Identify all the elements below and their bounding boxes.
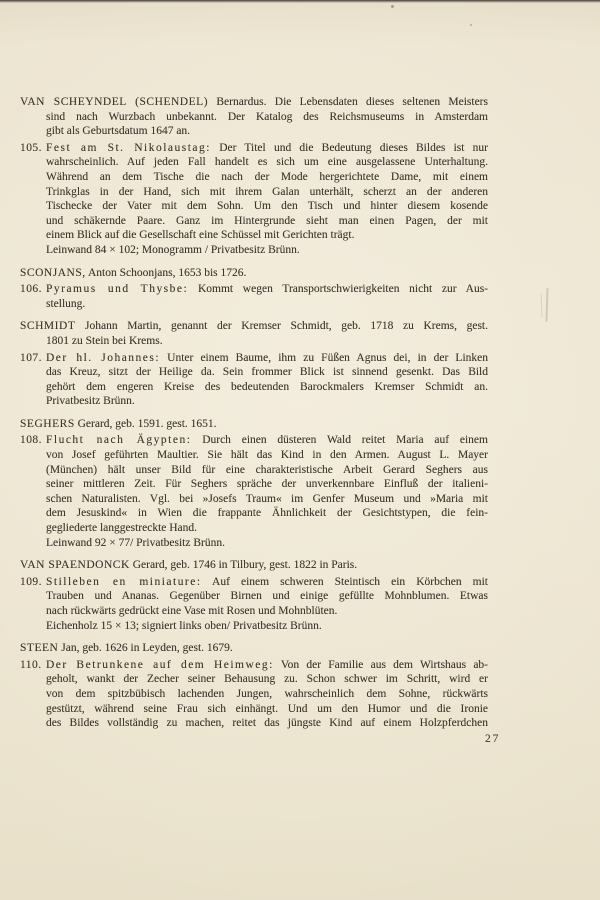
text-line — [20, 641, 488, 656]
text-line — [20, 558, 488, 573]
text-line: gestützt, während seine Frau sich einhängt. Und um den Humor und die Ironie — [46, 702, 488, 715]
item-title: Der hl. Johannes: — [46, 351, 161, 364]
page-number: 27 — [485, 733, 501, 745]
text-line: von Josef geführten Maultier. Sie hält das Kind in den Armen. August L. Mayer — [46, 449, 488, 462]
artist-header-steen — [20, 641, 488, 656]
text-line: und schäkernde Paare. Ganz im Hintergrunde sieht man einen Pagen, der mit — [46, 214, 488, 227]
artist-name: STEEN — [20, 642, 59, 655]
artist-intro: Jan, geb. 1626 in Leyden, gest. 1679. — [61, 642, 233, 655]
catalog-item-108 — [20, 433, 488, 550]
artist-header-scheyndel — [20, 95, 488, 139]
item-title: Flucht nach Ägypten: — [46, 434, 192, 447]
catalog-item-106 — [20, 282, 488, 311]
text-line: Trauben und Ananas. Gegenüber Birnen und einige gefüllte Mohnblumen. Etwas — [46, 590, 488, 603]
text-line — [20, 141, 489, 156]
item-number: 105. — [20, 141, 42, 154]
item-number: 108. — [20, 434, 42, 447]
page-edge-shadow — [0, 0, 600, 3]
artist-name: SCONJANS, — [20, 266, 86, 279]
text-line: Tischecke der Vater mit dem Sohn. Um den Tisch und hinter diesem kosende — [46, 200, 488, 213]
text-line — [20, 575, 488, 590]
text-line: dem Jesuskind« in Wien die frappante Ähnlichkeit der Gesichtstypen, die fein- — [46, 507, 488, 520]
item-title: Fest am St. Nikolaustag: — [46, 141, 211, 154]
item-number: 109. — [20, 575, 42, 588]
text-line: gehört dem engeren Kreise des bedeutenden Barockmalers Kremser Schmidt an. — [46, 380, 488, 393]
text-line — [20, 95, 488, 110]
item-title: Der Betrunkene auf dem Heimweg: — [46, 658, 274, 671]
item-number: 106. — [20, 283, 42, 296]
paper-speck — [391, 5, 394, 8]
text-line: das Kreuz, sitzt der Heilige da. Sein frommer Blick ist sinnend gesenkt. Das Bild — [46, 366, 488, 379]
artist-header-spaendonck — [20, 558, 488, 573]
catalog-item-110 — [20, 658, 488, 731]
text-line: geholt, wankt der Zecher seiner Behausung zu. Schon schwer im Schritt, wird er — [46, 673, 488, 686]
text-line — [20, 351, 488, 366]
text-line: einem Blick auf die Gesellschaft eine Schüssel mit Gerichten trägt. — [46, 229, 355, 242]
text-line: gibt als Geburtsdatum 1647 an. — [46, 125, 191, 138]
item-text: Durch einen düsteren Wald reitet Maria auf einem — [202, 434, 488, 447]
text-line — [20, 282, 489, 297]
item-text: Auf einem schweren Steintisch ein Körbchen mit — [212, 575, 488, 588]
item-title: Stilleben en miniature: — [46, 575, 202, 588]
item-text: Unter einem Baume, ihm zu Füßen Agnus dei, in der Linken — [167, 351, 488, 364]
text-line — [20, 658, 489, 673]
text-line — [20, 266, 488, 281]
artist-name: SEGHERS — [20, 417, 75, 430]
paper-crease — [545, 288, 548, 322]
item-text: Der Titel und die Bedeutung dieses Bildes ist nur — [219, 141, 489, 154]
text-line: schen Naturalisten. Vgl. bei »Josefs Traum« im Genfer Museum und »Maria mit — [46, 492, 488, 505]
text-line — [20, 433, 488, 448]
artist-header-schmidt — [20, 319, 488, 348]
text-line: (München) hält unser Bild für eine charakteristische Arbeit Gerard Seghers aus — [46, 463, 488, 476]
text-line: stellung. — [46, 297, 86, 310]
item-title: Pyramus und Thysbe: — [46, 283, 189, 296]
artist-name: VAN SCHEYNDEL (SCHENDEL) — [20, 96, 209, 108]
text-line: 1801 zu Stein bei Krems. — [46, 334, 163, 347]
text-line: von dem spitzbübisch lachenden Jungen, wahrscheinlich dem Sohne, rückwärts — [46, 687, 488, 700]
item-provenance: Eichenholz 15 × 13; signiert links oben/ Privatbesitz Brünn. — [46, 619, 322, 632]
text-line: des Bildes vollständig zu machen, reitet das jüngste Kind auf einem Holzpferdchen — [46, 717, 488, 730]
artist-header-sconjans — [20, 266, 488, 281]
item-provenance: Leinwand 84 × 102; Monogramm / Privatbesitz Brünn. — [46, 243, 300, 256]
item-number: 110. — [20, 658, 42, 671]
text-line: nach rückwärts gedrückt eine Vase mit Rosen und Mohnblüten. — [46, 605, 338, 617]
text-line: Trinkglas in der Hand, sich mit ihrem Galan unterhält, scherzt an der anderen — [46, 185, 488, 198]
item-text: Von der Familie aus dem Wirtshaus ab- — [280, 658, 489, 671]
item-provenance: Privatbesitz Brünn. — [46, 395, 135, 408]
artist-intro: Anton Schoonjans, 1653 bis 1726. — [87, 266, 247, 279]
text-block — [20, 95, 488, 731]
paper-speck — [470, 24, 472, 26]
artist-name: VAN SPAENDONCK — [20, 559, 130, 572]
item-provenance: Leinwand 92 × 77/ Privatbesitz Brünn. — [46, 536, 225, 549]
artist-name: SCHMIDT — [20, 320, 76, 333]
artist-intro: Bernardus. Die Lebensdaten dieses seltenen Meisters — [216, 96, 488, 108]
item-text: Kommt wegen Transportschwierigkeiten nicht zur Aus- — [197, 283, 489, 296]
paper-crease — [541, 293, 543, 317]
artist-intro: Gerard, geb. 1591. gest. 1651. — [77, 417, 217, 430]
text-line — [20, 417, 488, 432]
text-line: gegliederte langgestreckte Hand. — [46, 522, 198, 535]
artist-intro: Gerard, geb. 1746 in Tilbury, gest. 1822 in Paris. — [132, 559, 358, 572]
text-line — [20, 319, 488, 334]
text-line: wahrscheinlich. Auf jeden Fall handelt es sich um eine ausgelassene Unterhaltung. — [46, 156, 488, 169]
artist-intro: Johann Martin, genannt der Kremser Schmidt, geb. 1718 zu Krems, gest. — [85, 320, 488, 333]
artist-header-seghers — [20, 417, 488, 432]
catalog-item-107 — [20, 351, 488, 409]
catalog-item-109 — [20, 575, 488, 633]
catalog-item-105 — [20, 141, 488, 258]
text-line: seiner mittleren Zeit. Für Seghers spräche der unverkennbare Einfluß der italieni- — [46, 478, 488, 491]
text-line: sind nach Wurzbach unbekannt. Der Katalog des Reichsmuseums in Amsterdam — [46, 110, 488, 123]
text-line: Während an dem Tische die nach der Mode hergerichtete Dame, mit einem — [46, 170, 488, 183]
item-number: 107. — [20, 351, 42, 364]
